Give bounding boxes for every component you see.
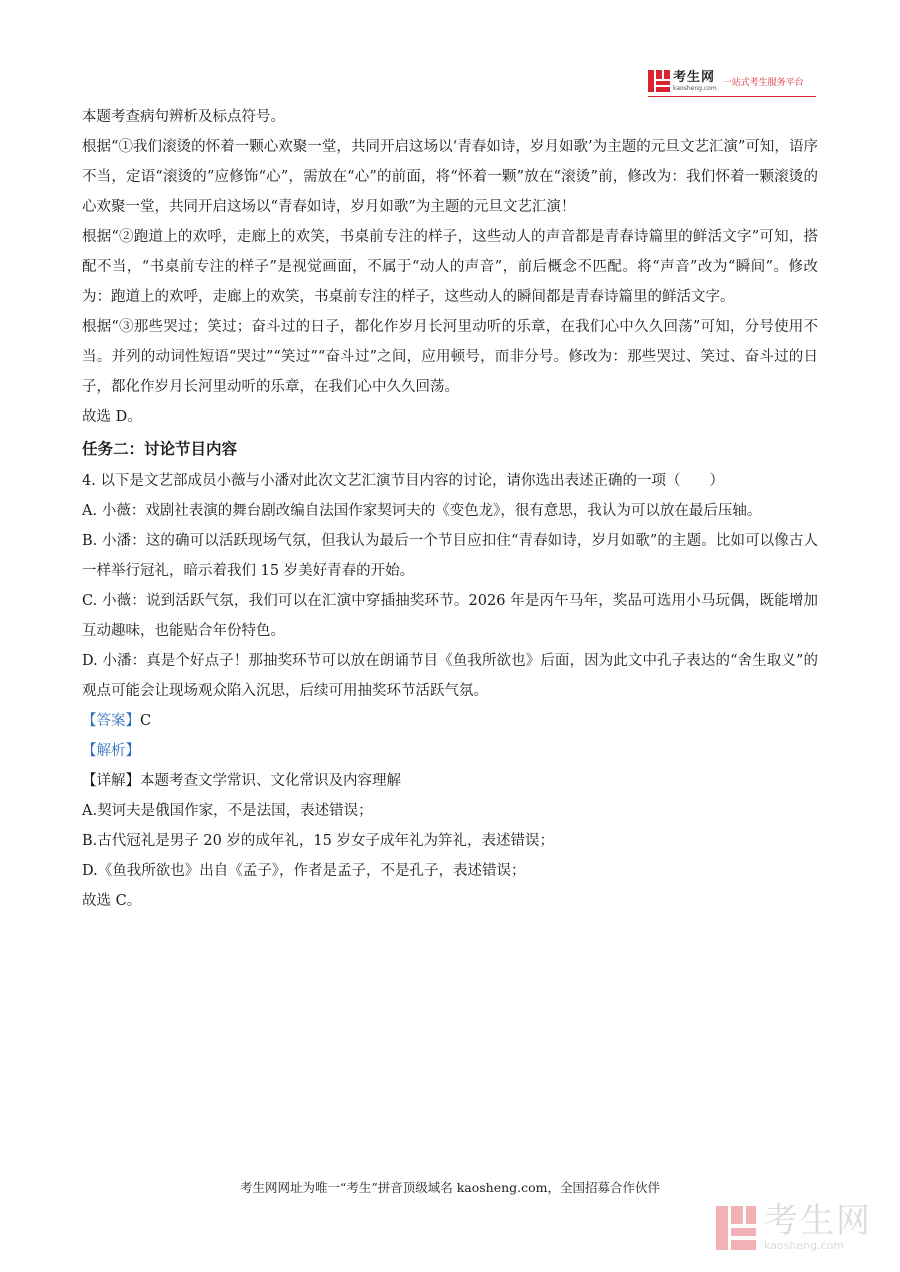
section-heading: 任务二：讨论节目内容 [82,440,238,458]
answer-value: C [140,713,152,729]
watermark-name: 考生网 [764,1201,872,1241]
body-paragraph: 4. 以下是文艺部成员小薇与小潘对此次文艺汇演节目内容的讨论，请你选出表述正确的一项（ ） [82,473,724,489]
body-paragraph: 根据“③那些哭过；笑过；奋斗过的日子，都化作岁月长河里动听的乐章，在我们心中久久回荡”可知，分号使用不当。并列的动词性短语“哭过”“笑过”“奋斗过”之间，应用顿号，而非分号。修改为：那些哭过、笑过、奋斗过的日子，都化作岁月长河里动听的乐章，在我们心中久久回荡。 [82,319,818,395]
logo-slogan: 一站式考生服务平台 [722,77,804,88]
detail-label: 【详解】 [82,773,140,789]
analysis-label-text: 【解析】 [82,743,140,759]
body-paragraph: B.古代冠礼是男子 20 岁的成年礼，15 岁女子成年礼为笄礼，表述错误； [82,833,554,849]
detail-line [82,766,818,796]
document-body [82,102,818,916]
body-paragraph: A.契诃夫是俄国作家，不是法国，表述错误； [82,803,373,819]
footer-text: 考生网网址为唯一“考生”拼音顶级域名 kaosheng.com，全国招募合作伙伴 [239,1180,661,1195]
body-paragraph: A. 小薇：戏剧社表演的舞台剧改编自法国作家契诃夫的《变色龙》，很有意思，我认为可以放在最后压轴。 [82,503,762,519]
body-paragraph: C. 小薇：说到活跃气氛，我们可以在汇演中穿插抽奖环节。2026 年是丙午马年，奖品可选用小马玩偶，既能增加互动趣味，也能贴合年份特色。 [82,593,818,639]
watermark-domain: kaosheng.com [764,1239,845,1252]
body-paragraph: D.《鱼我所欲也》出自《孟子》，作者是孟子，不是孔子，表述错误； [82,863,526,879]
watermark [716,1201,872,1252]
detail-text: 本题考查文学常识、文化常识及内容理解 [140,773,401,789]
body-paragraph: 故选 C。 [82,893,142,909]
body-paragraph: 故选 D。 [82,409,142,425]
answer-line [82,706,818,736]
body-paragraph: 根据“①我们滚烫的怀着一颗心欢聚一堂，共同开启这场以‘青春如诗，岁月如歌’为主题的元旦文艺汇演”可知，语序不当，定语“滚烫的”应修饰“心”，需放在“心”的前面，将“怀着一颗”放在“滚烫”前，修改为：我们怀着一颗滚烫的心欢聚一堂，共同开启这场以“青春如诗，岁月如歌”为主题的元旦文艺汇演！ [82,139,818,215]
watermark-logo-icon [716,1206,756,1250]
analysis-label [82,736,818,766]
header-divider [648,96,816,97]
kaosheng-logo-icon [648,70,670,92]
body-paragraph: B. 小潘：这的确可以活跃现场气氛，但我认为最后一个节目应扣住“青春如诗，岁月如歌”的主题。比如可以像古人一样举行冠礼，暗示着我们 15 岁美好青春的开始。 [82,533,818,579]
body-paragraph: 根据“②跑道上的欢呼，走廊上的欢笑，书桌前专注的样子，这些动人的声音都是青春诗篇里的鲜活文字”可知，搭配不当，“书桌前专注的样子”是视觉画面，不属于“动人的声音”，前后概念不匹配。将“声音”改为“瞬间”。修改为：跑道上的欢呼，走廊上的欢笑，书桌前专注的样子，这些动人的瞬间都是青春诗篇里的鲜活文字。 [82,229,818,305]
header-logo [648,70,804,92]
answer-label: 【答案】 [82,713,140,729]
body-paragraph: 本题考查病句辨析及标点符号。 [82,109,285,125]
body-paragraph: D. 小潘：真是个好点子！那抽奖环节可以放在朗诵节目《鱼我所欲也》后面，因为此文中孔子表达的“舍生取义”的观点可能会让现场观众陷入沉思，后续可用抽奖环节活跃气氛。 [82,653,818,699]
logo-name: 考生网 [673,69,716,85]
logo-domain: kaosheng.com [673,84,717,92]
